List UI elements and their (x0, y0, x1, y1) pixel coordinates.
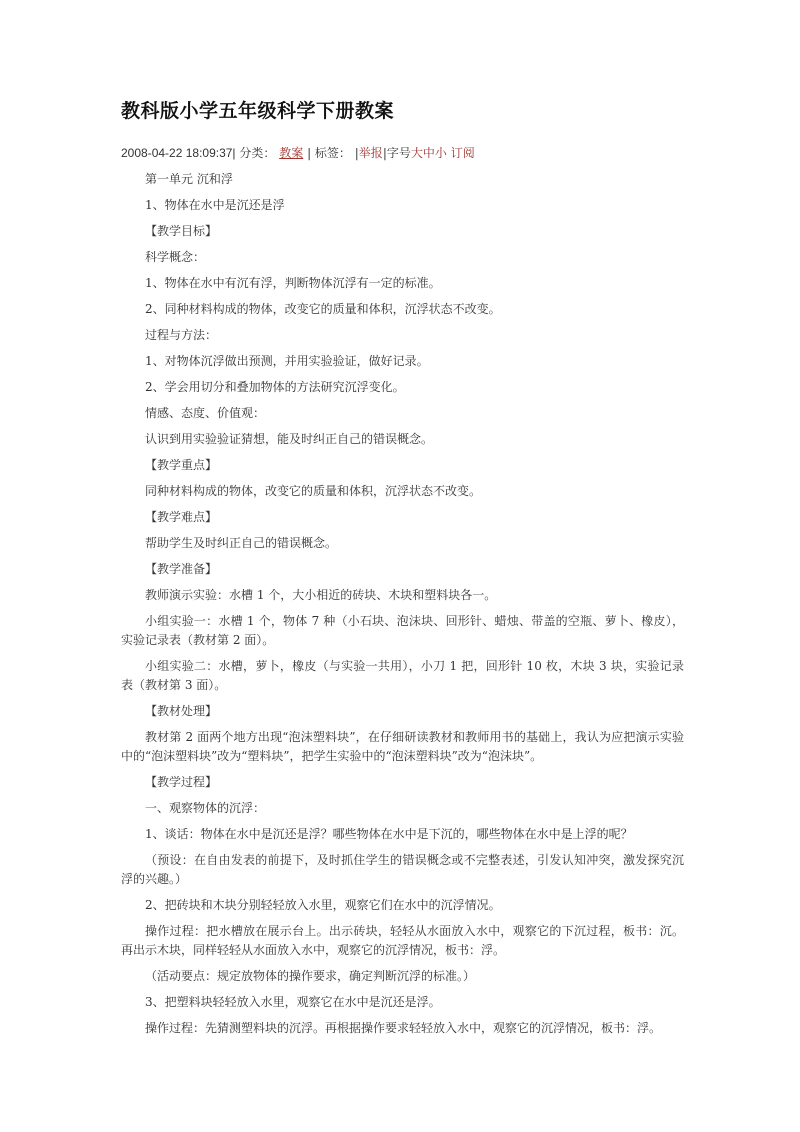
paragraph: 教材第 2 面两个地方出现“泡沫塑料块”，在仔细研读教材和教师用书的基础上，我认为应把演示实验中的“泡沫塑料块”改为“塑料块”，把学生实验中的“泡沫塑料块”改为“泡沫块”。 (121, 730, 684, 763)
category-link[interactable]: 教案 (279, 146, 304, 160)
paragraph: （预设：在自由发表的前提下，及时抓住学生的错误概念或不完整表述，引发认知冲突，激发探究沉浮的兴趣。） (121, 853, 684, 886)
article-meta (121, 144, 475, 161)
category-label: 分类： (239, 146, 276, 160)
section-heading: 【教学过程】 (145, 775, 218, 789)
section-heading: 【教学难点】 (145, 510, 218, 524)
paragraph: 2、同种材料构成的物体，改变它的质量和体积，沉浮状态不改变。 (145, 302, 501, 316)
article-title: 教科版小学五年级科学下册教案 (121, 100, 395, 122)
section-heading: 【教学准备】 (145, 562, 218, 576)
paragraph: 2、把砖块和木块分别轻轻放入水里，观察它们在水中的沉浮情况。 (145, 898, 501, 912)
paragraph: 一、观察物体的沉浮： (145, 801, 266, 815)
paragraph: 科学概念： (145, 250, 206, 264)
font-medium-link[interactable]: 中 (422, 146, 435, 160)
tags-label: | 标签： (307, 146, 351, 160)
article-body (121, 170, 684, 1045)
unit-heading: 第一单元 沉和浮 (145, 172, 233, 186)
section-heading: 【教学目标】 (145, 224, 218, 238)
paragraph: 小组实验二：水槽，萝卜，橡皮（与实验一共用），小刀 1 把，回形针 10 枚，木块 3 块，实验记录表（教材第 3 面）。 (121, 659, 684, 692)
paragraph: 2、学会用切分和叠加物体的方法研究沉浮变化。 (145, 380, 405, 394)
paragraph: 操作过程：先猜测塑料块的沉浮。再根据操作要求轻轻放入水中，观察它的沉浮情况，板书：浮。 (145, 1021, 662, 1035)
paragraph: 认识到用实验验证猜想，能及时纠正自己的错误概念。 (145, 432, 434, 446)
paragraph: （活动要点：规定放物体的操作要求，确定判断沉浮的标准。） (145, 969, 476, 983)
paragraph: 1、对物体沉浮做出预测，并用实验验证，做好记录。 (145, 354, 429, 368)
font-small-link[interactable]: 小 (434, 146, 447, 160)
font-large-link[interactable]: 大 (410, 146, 423, 160)
font-size-label: |字号 (382, 146, 411, 160)
paragraph: 操作过程：把水槽放在展示台上。出示砖块，轻轻从水面放入水中，观察它的下沉过程，板书：沉。再出示木块，同样轻轻从水面放入水中，观察它的沉浮情况，板书：浮。 (121, 924, 684, 957)
paragraph: 教师演示实验：水槽 1 个，大小相近的砖块、木块和塑料块各一。 (145, 588, 497, 602)
lesson-heading: 1、物体在水中是沉还是浮 (145, 198, 285, 212)
report-separator: | (354, 146, 359, 160)
paragraph: 情感、态度、价值观： (145, 406, 266, 420)
subscribe-link[interactable]: 订阅 (450, 146, 475, 160)
paragraph: 过程与方法： (145, 328, 218, 342)
paragraph: 同种材料构成的物体，改变它的质量和体积，沉浮状态不改变。 (145, 484, 482, 498)
section-heading: 【教学重点】 (145, 458, 218, 472)
paragraph: 1、物体在水中有沉有浮，判断物体沉浮有一定的标准。 (145, 276, 441, 290)
paragraph: 3、把塑料块轻轻放入水里，观察它在水中是沉还是浮。 (145, 995, 441, 1009)
paragraph: 1、谈话：物体在水中是沉还是浮？哪些物体在水中是下沉的，哪些物体在水中是上浮的呢？ (145, 827, 633, 841)
paragraph: 帮助学生及时纠正自己的错误概念。 (145, 536, 338, 550)
report-link[interactable]: 举报 (358, 146, 383, 160)
section-heading: 【教材处理】 (145, 704, 218, 718)
paragraph: 小组实验一：水槽 1 个，物体 7 种（小石块、泡沫块、回形针、蜡烛、带盖的空瓶、萝卜、橡皮），实验记录表（教材第 2 面）。 (121, 614, 684, 647)
post-date: 2008-04-22 18:09:37| (121, 146, 236, 160)
